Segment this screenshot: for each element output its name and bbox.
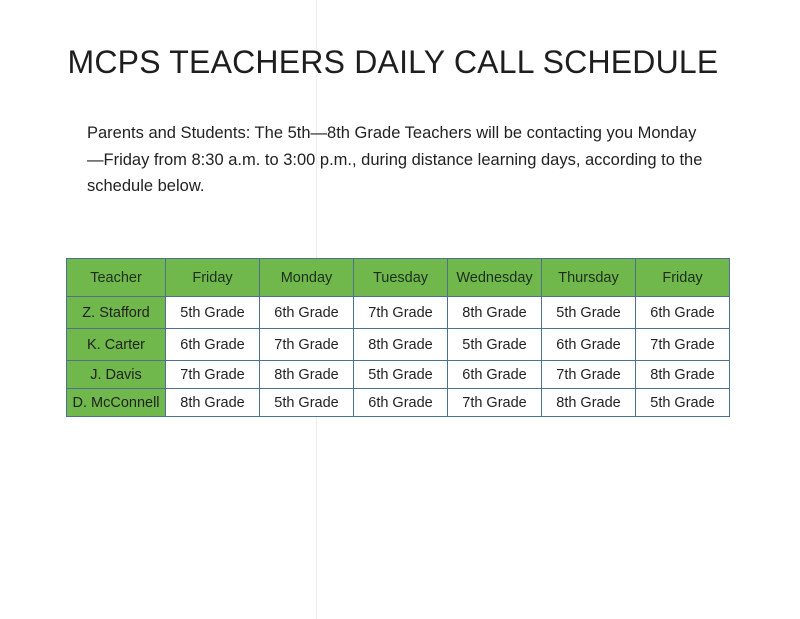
column-header: Teacher: [67, 259, 166, 297]
table-row: [67, 361, 730, 389]
grade-cell: 6th Grade: [354, 389, 448, 417]
table-row: [67, 329, 730, 361]
grade-cell: 8th Grade: [166, 389, 260, 417]
grade-cell: 7th Grade: [260, 329, 354, 361]
column-header: Wednesday: [448, 259, 542, 297]
grade-cell: 6th Grade: [542, 329, 636, 361]
grade-cell: 5th Grade: [166, 297, 260, 329]
grade-cell: 7th Grade: [542, 361, 636, 389]
grade-cell: 5th Grade: [260, 389, 354, 417]
column-header: Monday: [260, 259, 354, 297]
grade-cell: 8th Grade: [448, 297, 542, 329]
teacher-name-cell: J. Davis: [67, 361, 166, 389]
page-title: MCPS TEACHERS DAILY CALL SCHEDULE: [67, 44, 719, 80]
grade-cell: 8th Grade: [260, 361, 354, 389]
grade-cell: 8th Grade: [636, 361, 730, 389]
table-row: [67, 389, 730, 417]
grade-cell: 7th Grade: [448, 389, 542, 417]
grade-cell: 7th Grade: [166, 361, 260, 389]
grade-cell: 7th Grade: [354, 297, 448, 329]
grade-cell: 6th Grade: [166, 329, 260, 361]
grade-cell: 5th Grade: [636, 389, 730, 417]
call-schedule-table: [66, 258, 730, 417]
grade-cell: 6th Grade: [260, 297, 354, 329]
grade-cell: 5th Grade: [542, 297, 636, 329]
teacher-name-cell: K. Carter: [67, 329, 166, 361]
grade-cell: 6th Grade: [448, 361, 542, 389]
table-header-row: [67, 259, 730, 297]
column-header: Thursday: [542, 259, 636, 297]
teacher-name-cell: Z. Stafford: [67, 297, 166, 329]
table-row: [67, 297, 730, 329]
grade-cell: 8th Grade: [354, 329, 448, 361]
column-header: Tuesday: [354, 259, 448, 297]
intro-paragraph: Parents and Students: The 5th—8th Grade Teachers will be contacting you Monday—Friday from 8:30 a.m. to 3:00 p.m., during distance learning days, according to the schedule below.: [87, 124, 703, 195]
column-header: Friday: [636, 259, 730, 297]
column-header: Friday: [166, 259, 260, 297]
grade-cell: 5th Grade: [354, 361, 448, 389]
grade-cell: 8th Grade: [542, 389, 636, 417]
teacher-name-cell: D. McConnell: [67, 389, 166, 417]
grade-cell: 5th Grade: [448, 329, 542, 361]
grade-cell: 7th Grade: [636, 329, 730, 361]
grade-cell: 6th Grade: [636, 297, 730, 329]
